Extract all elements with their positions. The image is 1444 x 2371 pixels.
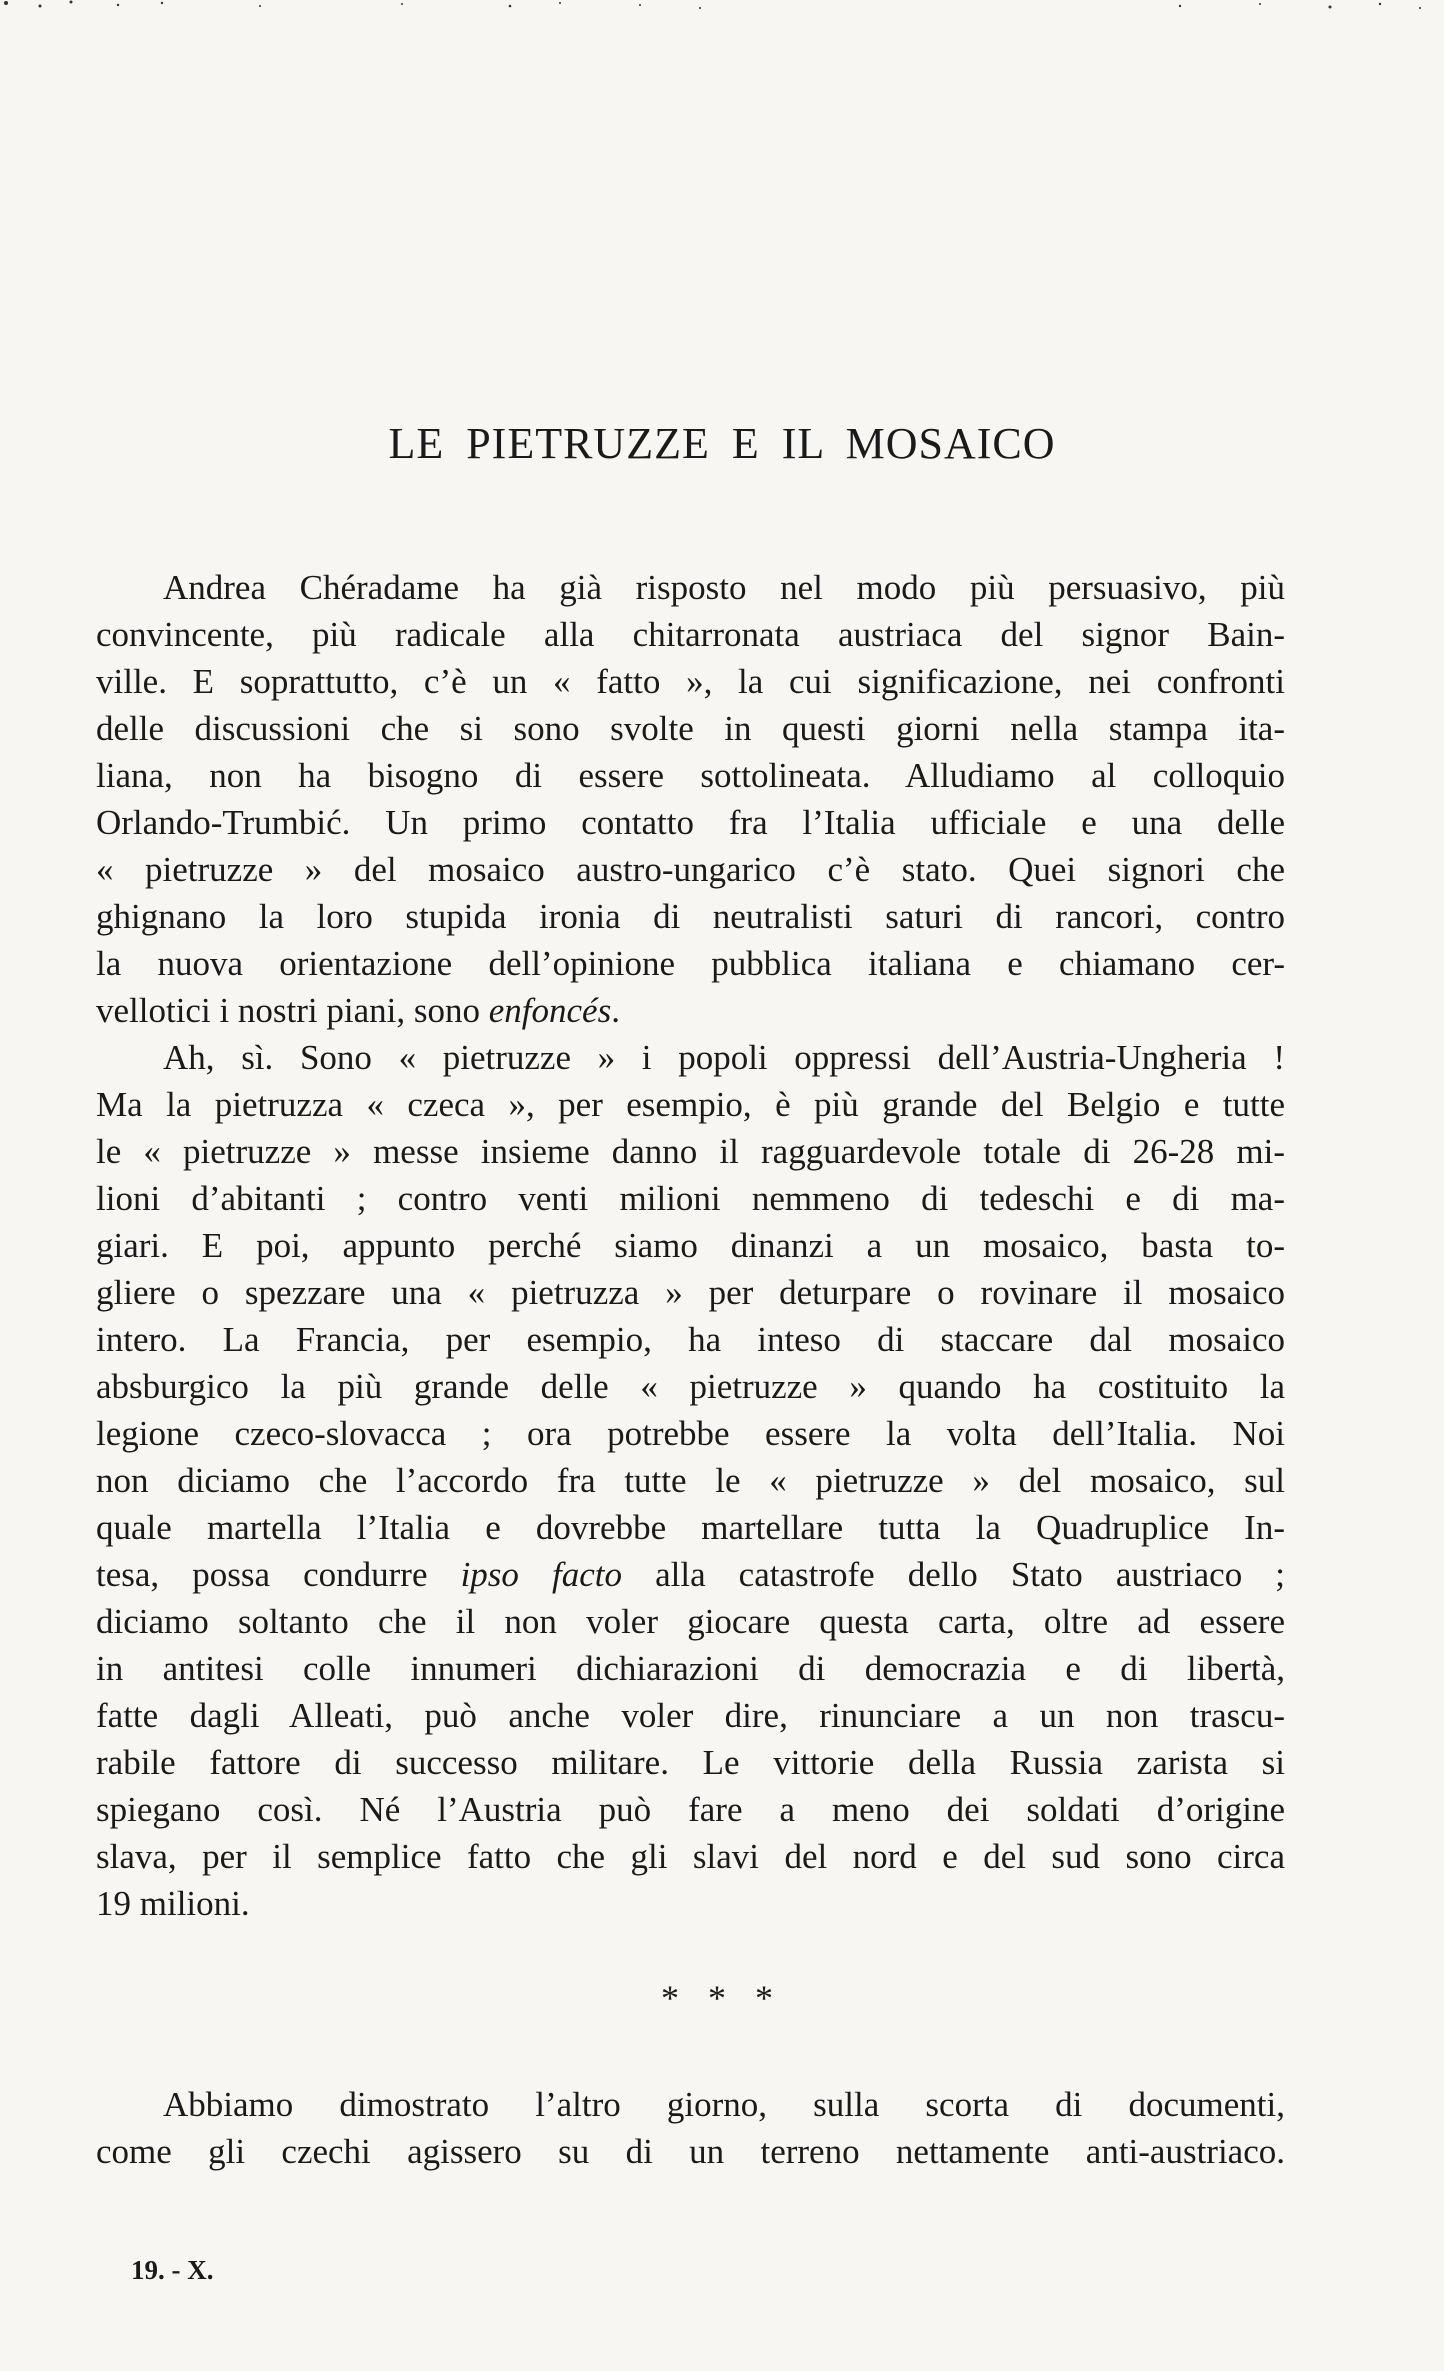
text-line: legione czeco-slovacca ; ora potrebbe essere la volta dell’Italia. Noi bbox=[96, 1414, 1285, 1453]
speck bbox=[1179, 5, 1181, 7]
text-line: liana, non ha bisogno di essere sottolineata. Alludiamo al colloquio bbox=[96, 756, 1285, 795]
text-line bbox=[96, 1555, 1285, 1595]
italic-term: ipso facto bbox=[460, 1555, 622, 1594]
text-line: ville. E soprattutto, c’è un « fatto », la cui significazione, nei confronti bbox=[96, 662, 1285, 701]
section-separator: * * * bbox=[661, 1978, 783, 2018]
text-line: Ma la pietruzza « czeca », per esempio, è più grande del Belgio e tutte bbox=[96, 1085, 1285, 1124]
speck bbox=[1419, 7, 1421, 9]
text-line bbox=[96, 991, 1285, 1031]
text-line: giari. E poi, appunto perché siamo dinanzi a un mosaico, basta to- bbox=[96, 1226, 1285, 1265]
signature-mark: 19. - X. bbox=[131, 2255, 214, 2285]
text-line: fatte dagli Alleati, può anche voler dire, rinunciare a un non trascu- bbox=[96, 1696, 1285, 1735]
text-line: Abbiamo dimostrato l’altro giorno, sulla scorta di documenti, bbox=[163, 2085, 1285, 2124]
speck bbox=[639, 4, 641, 6]
text-line: delle discussioni che si sono svolte in questi giorni nella stampa ita- bbox=[96, 709, 1285, 748]
text-line: gliere o spezzare una « pietruzza » per deturpare o rovinare il mosaico bbox=[96, 1273, 1285, 1312]
speck bbox=[559, 2, 561, 4]
scan-edge-specks bbox=[0, 0, 1444, 40]
speck bbox=[401, 3, 403, 5]
text-line: absburgico la più grande delle « pietruzze » quando ha costituito la bbox=[96, 1367, 1285, 1406]
text-line: spiegano così. Né l’Austria può fare a meno dei soldati d’origine bbox=[96, 1790, 1285, 1829]
text-line: come gli czechi agissero su di un terreno nettamente anti-austriaco. bbox=[96, 2132, 1285, 2171]
text-fragment: tesa, possa condurre bbox=[96, 1555, 461, 1594]
speck bbox=[509, 5, 512, 8]
text-fragment: alla catastrofe dello Stato austriaco ; bbox=[622, 1555, 1286, 1594]
text-line: le « pietruzze » messe insieme danno il ragguardevole totale di 26-28 mi- bbox=[96, 1132, 1285, 1171]
speck bbox=[70, 1, 73, 4]
speck bbox=[117, 4, 119, 6]
text-line: quale martella l’Italia e dovrebbe martellare tutta la Quadruplice In- bbox=[96, 1508, 1285, 1547]
text-line: 19 milioni. bbox=[96, 1884, 250, 1923]
text-line: Ah, sì. Sono « pietruzze » i popoli oppressi dell’Austria-Ungheria ! bbox=[163, 1038, 1285, 1077]
chapter-title: LE PIETRUZZE E IL MOSAICO bbox=[388, 419, 1056, 468]
speck bbox=[699, 7, 701, 9]
text-line: « pietruzze » del mosaico austro-ungarico c’è stato. Quei signori che bbox=[96, 850, 1285, 889]
text-fragment: vellotici i nostri piani, sono bbox=[96, 991, 489, 1030]
text-line: intero. La Francia, per esempio, ha inteso di staccare dal mosaico bbox=[96, 1320, 1285, 1359]
speck bbox=[161, 2, 163, 4]
text-line: la nuova orientazione dell’opinione pubblica italiana e chiamano cer- bbox=[96, 944, 1285, 983]
text-line: slava, per il semplice fatto che gli slavi del nord e del sud sono circa bbox=[96, 1837, 1285, 1876]
text-line: Orlando-Trumbić. Un primo contatto fra l’Italia ufficiale e una delle bbox=[96, 803, 1285, 842]
speck bbox=[4, 1, 8, 5]
speck bbox=[259, 5, 261, 7]
text-line: diciamo soltanto che il non voler giocare questa carta, oltre ad essere bbox=[96, 1602, 1285, 1641]
text-fragment: . bbox=[611, 991, 620, 1030]
speck bbox=[1379, 3, 1381, 5]
speck bbox=[39, 5, 42, 8]
text-line: Andrea Chéradame ha già risposto nel modo più persuasivo, più bbox=[163, 568, 1285, 607]
text-line: ghignano la loro stupida ironia di neutralisti saturi di rancori, contro bbox=[96, 897, 1285, 936]
text-line: rabile fattore di successo militare. Le vittorie della Russia zarista si bbox=[96, 1743, 1285, 1782]
speck bbox=[1259, 3, 1261, 5]
text-line: non diciamo che l’accordo fra tutte le « pietruzze » del mosaico, sul bbox=[96, 1461, 1285, 1500]
text-line: in antitesi colle innumeri dichiarazioni di democrazia e di libertà, bbox=[96, 1649, 1285, 1688]
text-line: convincente, più radicale alla chitarronata austriaca del signor Bain- bbox=[96, 615, 1285, 654]
text-line: lioni d’abitanti ; contro venti milioni nemmeno di tedeschi e di ma- bbox=[96, 1179, 1285, 1218]
speck bbox=[1329, 6, 1332, 9]
italic-term: enfoncés bbox=[488, 991, 612, 1030]
